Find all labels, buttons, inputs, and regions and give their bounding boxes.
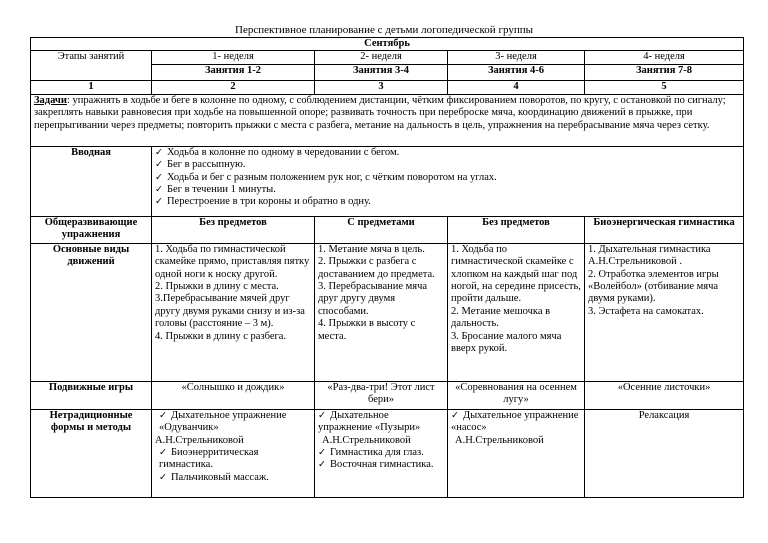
games-label: Подвижные игры [31, 381, 152, 409]
basic-item: 3. Эстафета на самокатах. [588, 305, 704, 317]
tasks-text: : упражнять в ходьбе и беге в колонне по одному, с соблюдением дистанции, чётким фиксированием поворотов, по кругу, с остановкой по сигналу; закреплять навыки равновесия при ходьбе на повышенной опоре; развивать точность при переброске мяча, координацию движений в прыжке, при перепрыгивании через предметы; повторить прыжки с места с разбега, метание на дальность в цель, упражнения на перебрасывание мяча через сетку. [34, 94, 726, 131]
tasks-row [31, 94, 744, 146]
month-row [31, 38, 744, 51]
basic-col-4 [585, 243, 744, 381]
nontrad-item: А.Н.Стрельниковой [322, 434, 411, 446]
basic-item: 3.Перебрасывание мячей друг другу двумя руками снизу и из-за головы (расстояние – 3 м). [155, 293, 305, 330]
week-2: 2- неделя [315, 51, 448, 65]
week-1: 1- неделя [152, 51, 315, 65]
col-number-3: 3 [315, 81, 448, 94]
basic-item: 1. Ходьба по гимнастической скамейке с хлопком на каждый шаг под ногой, на середине присесть, пройти дальше. [451, 243, 581, 305]
intro-row [31, 146, 744, 216]
basic-item: 2. Отработка элементов игры «Волейбол» (отбивание мяча двумя руками). [588, 268, 719, 305]
tasks-label: Задачи [34, 94, 67, 106]
nontrad-item: ✓ Дыхательное упражнение «насос» [451, 410, 581, 435]
intro-item: ✓ Перестроение в три короны и обратно в одну. [155, 196, 740, 208]
basic-item: 1. Ходьба по гимнастической скамейке прямо, приставляя пятку одной ноги к носку другой. [155, 243, 310, 280]
stages-label: Этапы занятий [31, 51, 152, 81]
general-label: Общеразвивающие упражнения [31, 216, 152, 243]
intro-item: ✓ Ходьба в колонне по одному в чередовании с бегом. [155, 147, 740, 159]
weeks-row [31, 51, 744, 65]
col-number-1: 1 [31, 81, 152, 94]
nontrad-item: ✓ Пальчиковый массаж. [155, 472, 311, 484]
basic-item: 4. Прыжки в высоту с места. [318, 318, 416, 342]
intro-item: ✓ Ходьба и бег с разным положением рук ног, с чётким поворотом на углах. [155, 172, 740, 184]
page-title: Перспективное планирование с детьми логопедической группы [235, 24, 533, 36]
intro-label: Вводная [31, 146, 152, 216]
basic-col-3 [448, 243, 585, 381]
nontrad-label: Нетрадиционные формы и методы [31, 409, 152, 497]
general-col-2: С предметами [315, 216, 448, 243]
week-3: 3- неделя [448, 51, 585, 65]
nontrad-item: А.Н.Стрельниковой [155, 434, 244, 446]
tasks-cell [31, 94, 744, 146]
lessons-4: Занятия 7-8 [585, 65, 744, 81]
nontrad-item: ✓ Дыхательное упражнение «Пузыри» [318, 410, 444, 435]
nontrad-col-2 [315, 409, 448, 497]
basic-item: 1. Метание мяча в цель. [318, 243, 425, 255]
basic-item: 3. Перебрасывание мяча друг другу двумя способами. [318, 281, 428, 317]
game-1: «Солнышко и дождик» [152, 381, 315, 409]
nontrad-col-4: Релаксация [585, 409, 744, 497]
col-number-5: 5 [585, 81, 744, 94]
general-row [31, 216, 744, 243]
basic-label: Основные виды движений [31, 243, 152, 381]
intro-item: ✓ Бег в рассыпную. [155, 159, 740, 171]
col-number-2: 2 [152, 81, 315, 94]
nontrad-col-1 [152, 409, 315, 497]
basic-item: 2. Прыжки с разбега с доставанием до предмета. [318, 256, 435, 280]
basic-item: 2. Метание мешочка в дальность. [451, 305, 551, 330]
basic-row [31, 243, 744, 381]
intro-item: ✓ Бег в течении 1 минуты. [155, 184, 740, 196]
basic-col-2 [315, 243, 448, 381]
game-4: «Осенние листочки» [585, 381, 744, 409]
games-row [31, 381, 744, 409]
game-2: «Раз-два-три! Этот лист бери» [315, 381, 448, 409]
numbers-row [31, 81, 744, 94]
month-cell: Сентябрь [31, 38, 744, 51]
nontrad-item: ✓ Биоэнерритическая гимнастика. [155, 447, 311, 472]
planning-table [30, 37, 744, 498]
nontrad-col-3 [448, 409, 585, 497]
nontrad-item: ✓ Восточная гимнастика. [318, 459, 444, 471]
lessons-1: Занятия 1-2 [152, 65, 315, 81]
lessons-3: Занятия 4-6 [448, 65, 585, 81]
basic-item: 4. Прыжки в длину с разбега. [155, 330, 287, 342]
basic-item: 3. Бросание малого мяча вверх рукой. [451, 330, 562, 355]
nontrad-item: ✓ Гимнастика для глаз. [318, 447, 444, 459]
basic-item: 1. Дыхательная гимнастика А.Н.Стрельниковой . [588, 243, 711, 268]
general-col-3: Без предметов [448, 216, 585, 243]
basic-item: 2. Прыжки в длину с места. [155, 281, 279, 293]
nontrad-item: ✓ Дыхательное упражнение «Одуванчик» [155, 410, 311, 435]
lessons-2: Занятия 3-4 [315, 65, 448, 81]
week-4: 4- неделя [585, 51, 744, 65]
general-col-4: Биоэнергическая гимнастика [585, 216, 744, 243]
intro-list [152, 146, 744, 216]
basic-col-1 [152, 243, 315, 381]
nontrad-row [31, 409, 744, 497]
general-col-1: Без предметов [152, 216, 315, 243]
game-3: «Соревнования на осеннем лугу» [448, 381, 585, 409]
col-number-4: 4 [448, 81, 585, 94]
nontrad-item: А.Н.Стрельниковой [455, 434, 544, 446]
